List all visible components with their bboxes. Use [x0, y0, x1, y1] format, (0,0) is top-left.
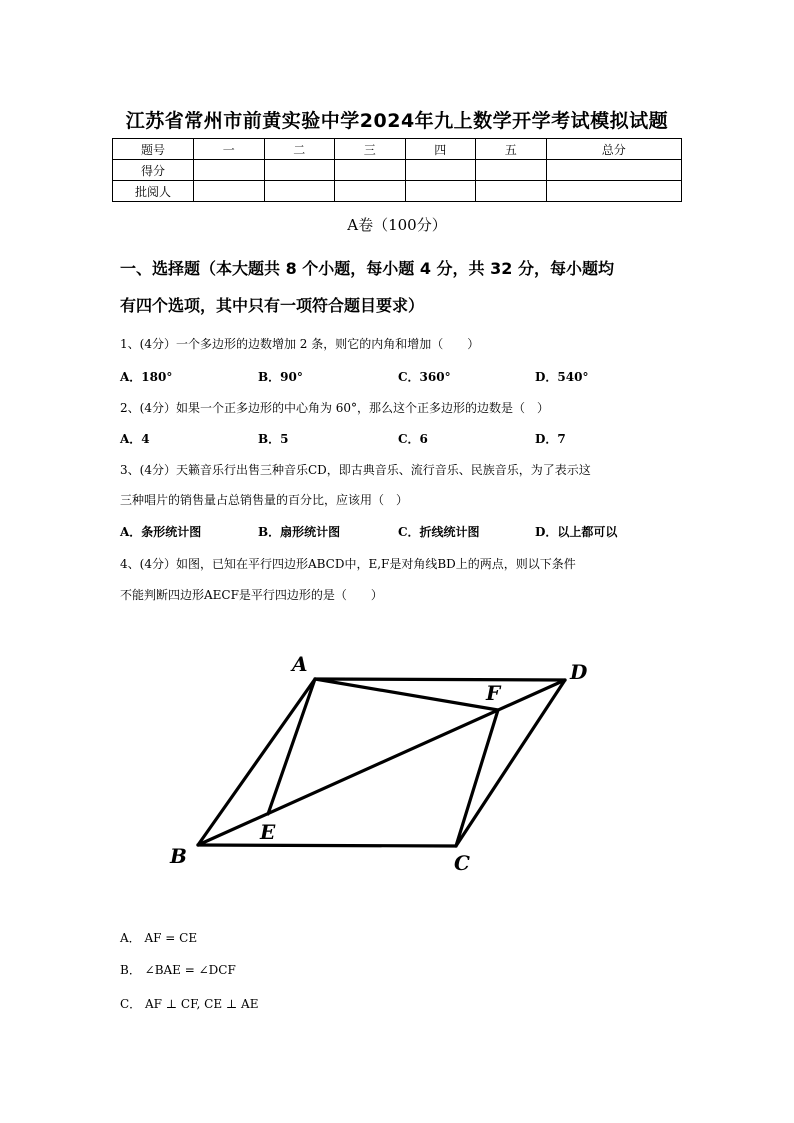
vertex-label-c: C [454, 851, 470, 875]
question-4-option-b[interactable]: B． ∠BAE = ∠DCF [120, 963, 236, 977]
score-table-header-cell: 一 [194, 139, 265, 160]
question-1-option-a[interactable]: A．180° [120, 370, 173, 384]
segment-fc [456, 710, 498, 846]
question-4-option-a[interactable]: A． AF = CE [120, 931, 198, 945]
vertex-label-f: F [486, 681, 501, 705]
section-heading-line2: 有四个选项，其中只有一项符合题目要求） [120, 296, 425, 315]
score-table-header-cell: 三 [335, 139, 406, 160]
score-table-header-cell: 二 [264, 139, 335, 160]
question-3-stem-line1: 3、(4分）天籁音乐行出售三种音乐CD，即古典音乐、流行音乐、民族音乐，为了表示这 [120, 463, 591, 477]
question-4-stem-line2: 不能判断四边形AECF是平行四边形的是（ ） [120, 588, 383, 602]
score-table-header-cell: 五 [476, 139, 547, 160]
score-table-header-cell: 四 [405, 139, 476, 160]
question-1-option-c[interactable]: C．360° [398, 370, 451, 384]
edge-ad [315, 679, 565, 680]
question-2-option-a[interactable]: A．4 [120, 432, 150, 446]
question-3-option-c[interactable]: C．折线统计图 [398, 525, 480, 539]
question-1-option-b[interactable]: B．90° [258, 370, 303, 384]
question-1-stem: 1、(4分）一个多边形的边数增加 2 条，则它的内角和增加（ ） [120, 337, 480, 351]
question-2-option-c[interactable]: C．6 [398, 432, 428, 446]
question-2-option-b[interactable]: B．5 [258, 432, 289, 446]
reviewer-row-label: 批阅人 [113, 181, 194, 202]
score-row-label: 得分 [113, 160, 194, 181]
question-3-option-a[interactable]: A．条形统计图 [120, 525, 202, 539]
volume-heading: A卷（100分） [347, 216, 447, 234]
score-table-header-cell: 总分 [546, 139, 682, 160]
question-4-stem-line1: 4、(4分）如图，已知在平行四边形ABCD中，E,F是对角线BD上的两点，则以下条件 [120, 557, 576, 571]
question-1-option-d[interactable]: D．540° [535, 370, 589, 384]
segment-af [315, 679, 498, 710]
question-3-option-b[interactable]: B．扇形统计图 [258, 525, 341, 539]
section-heading-line1: 一、选择题（本大题共 8 个小题，每小题 4 分，共 32 分，每小题均 [120, 259, 614, 278]
vertex-label-d: D [570, 660, 588, 684]
question-3-stem-line2: 三种唱片的销售量占总销售量的百分比，应该用（ ） [120, 493, 409, 507]
question-2-option-d[interactable]: D．7 [535, 432, 566, 446]
edge-cb [198, 845, 456, 846]
question-3-option-d[interactable]: D．以上都可以 [535, 525, 618, 539]
question-4-option-c[interactable]: C． AF ⊥ CF, CE ⊥ AE [120, 997, 259, 1011]
vertex-label-a: A [292, 652, 308, 676]
segment-ae [268, 679, 315, 814]
score-table-header-cell: 题号 [113, 139, 194, 160]
question-2-stem: 2、(4分）如果一个正多边形的中心角为 60°，那么这个正多边形的边数是（ ） [120, 401, 550, 415]
vertex-label-b: B [170, 844, 187, 868]
exam-title: 江苏省常州市前黄实验中学2024年九上数学开学考试模拟试题 [125, 110, 669, 132]
vertex-label-e: E [260, 820, 276, 844]
